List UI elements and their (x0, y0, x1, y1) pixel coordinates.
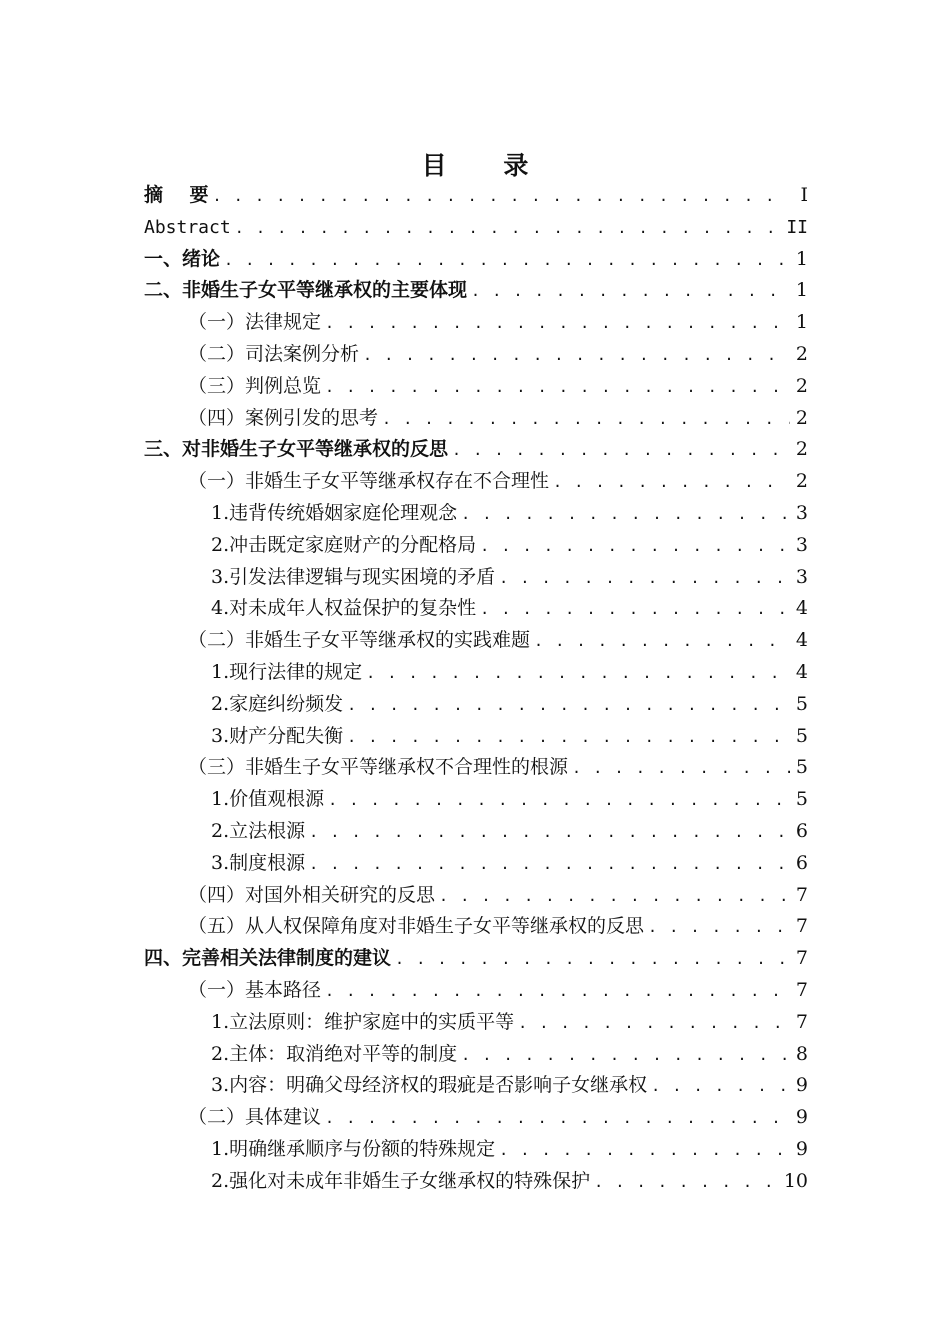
toc-entry-page: I (800, 184, 808, 206)
toc-entry-label: 4.对未成年人权益保护的复杂性 (211, 597, 477, 620)
toc-entry-label: 具体建议 (245, 1106, 322, 1129)
dot-leader (325, 975, 790, 1008)
toc-entry[interactable] (144, 371, 808, 403)
toc-entry-number: （一） (188, 311, 246, 334)
toc-entry-page: II (786, 216, 808, 238)
dot-leader (328, 784, 790, 817)
toc-entry-page: 7 (795, 947, 808, 970)
dot-leader (382, 403, 790, 436)
toc-entry[interactable] (144, 752, 808, 784)
toc-entry-page: 5 (795, 788, 808, 811)
dot-leader (518, 1007, 790, 1040)
toc-entry-label: 2.强化对未成年非婚生子女继承权的特殊保护 (211, 1169, 591, 1192)
toc-entry[interactable] (144, 244, 808, 276)
toc-entry[interactable] (144, 530, 808, 562)
dot-leader (235, 212, 783, 245)
toc-entry-page: 9 (795, 1106, 808, 1129)
toc-entry-label: 对国外相关研究的反思 (245, 883, 436, 906)
dot-leader (439, 880, 790, 913)
toc-entry-page: 1 (795, 279, 808, 302)
toc-entry[interactable] (144, 339, 808, 371)
toc-entry-number: （二） (188, 342, 246, 365)
toc-entry-number: （一） (188, 470, 246, 493)
toc-entry[interactable] (144, 275, 808, 307)
toc-entry[interactable] (144, 562, 808, 594)
dot-leader (366, 657, 790, 690)
dot-leader (325, 371, 790, 404)
toc-entry-label: Abstract (144, 216, 231, 238)
toc-entry-label: 非婚生子女平等继承权不合理性的根源 (245, 756, 569, 779)
toc-title: 目 录 (421, 151, 553, 180)
toc-entry-number: （四） (188, 406, 246, 429)
toc-entry[interactable] (144, 1134, 808, 1166)
dot-leader (363, 339, 790, 372)
toc-entry-page: 3 (795, 565, 808, 588)
dot-leader (594, 1166, 780, 1199)
dot-leader (461, 1039, 790, 1072)
toc-entry[interactable] (144, 816, 808, 848)
dot-leader (471, 275, 790, 308)
toc-entry-label: 1.立法原则：维护家庭中的实质平等 (211, 1010, 515, 1033)
toc-entry-page: 9 (795, 1137, 808, 1160)
toc-entry-label: 3.引发法律逻辑与现实困境的矛盾 (211, 565, 496, 588)
toc-entry[interactable] (144, 975, 808, 1007)
toc-entry[interactable] (144, 721, 808, 753)
toc-entry-label: 1.现行法律的规定 (211, 660, 363, 683)
toc-entry[interactable] (144, 498, 808, 530)
dot-leader (309, 816, 790, 849)
toc-entry-page: 1 (795, 247, 808, 270)
toc-entry-label: 司法案例分析 (245, 342, 360, 365)
toc-entry-label: 2.主体：取消绝对平等的制度 (211, 1042, 458, 1065)
dot-leader (499, 1134, 790, 1167)
toc-entry-label: 2.立法根源 (211, 819, 306, 842)
toc-entry[interactable] (144, 657, 808, 689)
toc-entry-label: 法律规定 (245, 311, 322, 334)
toc-entry-label: 一、绪论 (144, 247, 221, 270)
dot-leader (480, 593, 790, 626)
toc-entry-page: 4 (795, 629, 808, 652)
toc-entry-number: （三） (188, 756, 246, 779)
toc-entry-label: 非婚生子女平等继承权的实践难题 (245, 629, 531, 652)
toc-entry-page: 1 (795, 311, 808, 334)
dot-leader (325, 1102, 790, 1135)
dot-leader (224, 244, 790, 277)
toc-entry[interactable] (144, 307, 808, 339)
toc-entry[interactable] (144, 911, 808, 943)
toc-entry-label: 3.内容：明确父母经济权的瑕疵是否影响子女继承权 (211, 1074, 648, 1097)
toc-entry[interactable] (144, 593, 808, 625)
toc-entry-page: 8 (795, 1042, 808, 1065)
toc-entry[interactable] (144, 1007, 808, 1039)
toc-entry[interactable] (144, 212, 808, 244)
toc-entry[interactable] (144, 1039, 808, 1071)
dot-leader (395, 943, 790, 976)
toc-entry-label: 1.违背传统婚姻家庭伦理观念 (211, 501, 458, 524)
toc-entry-page: 10 (783, 1169, 808, 1192)
toc-entry[interactable] (144, 625, 808, 657)
toc-entry[interactable] (144, 848, 808, 880)
toc-entry[interactable] (144, 689, 808, 721)
dot-leader (309, 848, 790, 881)
toc-entry-page: 2 (795, 342, 808, 365)
toc-entry[interactable] (144, 943, 808, 975)
toc-entry-number: （二） (188, 629, 246, 652)
toc-entry-label: 3.制度根源 (211, 851, 306, 874)
dot-leader (347, 689, 790, 722)
toc-entry-label: 2.家庭纠纷频发 (211, 692, 344, 715)
table-of-contents (144, 180, 808, 1198)
toc-entry-page: 6 (795, 851, 808, 874)
toc-entry-label: 1.明确继承顺序与份额的特殊规定 (211, 1137, 496, 1160)
toc-entry-number: （五） (188, 915, 246, 938)
toc-entry[interactable] (144, 403, 808, 435)
toc-entry-label: 判例总览 (245, 374, 322, 397)
toc-entry-label: 非婚生子女平等继承权存在不合理性 (245, 470, 550, 493)
toc-entry-page: 9 (795, 1074, 808, 1097)
toc-entry[interactable] (144, 1070, 808, 1102)
toc-entry[interactable] (144, 1166, 808, 1198)
toc-entry-page: 7 (795, 978, 808, 1001)
toc-entry-page: 2 (795, 470, 808, 493)
toc-entry-page: 3 (795, 501, 808, 524)
toc-entry-label: 2.冲击既定家庭财产的分配格局 (211, 533, 477, 556)
dot-leader (461, 498, 790, 531)
toc-entry-label: 二、非婚生子女平等继承权的主要体现 (144, 279, 468, 302)
dot-leader (480, 530, 790, 563)
dot-leader (212, 180, 790, 213)
toc-entry-page: 4 (795, 660, 808, 683)
toc-entry-label: 基本路径 (245, 978, 322, 1001)
toc-entry-page: 7 (795, 1010, 808, 1033)
toc-entry-page: 2 (795, 374, 808, 397)
toc-entry-page: 4 (795, 597, 808, 620)
toc-entry-page: 7 (795, 915, 808, 938)
dot-leader (325, 307, 790, 340)
toc-entry[interactable] (144, 434, 808, 466)
dot-leader (534, 625, 790, 658)
toc-entry-page: 2 (795, 406, 808, 429)
dot-leader (572, 752, 790, 785)
toc-entry-page: 5 (795, 724, 808, 747)
toc-entry-label: 三、对非婚生子女平等继承权的反思 (144, 438, 449, 461)
dot-leader (347, 721, 790, 754)
toc-entry-page: 2 (795, 438, 808, 461)
toc-entry-label: 摘 要 (144, 184, 209, 206)
toc-entry-page: 6 (795, 819, 808, 842)
toc-entry-page: 5 (795, 756, 808, 779)
toc-entry-label: 四、完善相关法律制度的建议 (144, 947, 392, 970)
toc-entry-page: 5 (795, 692, 808, 715)
toc-entry-label: 从人权保障角度对非婚生子女平等继承权的反思 (245, 915, 645, 938)
toc-entry[interactable] (144, 466, 808, 498)
toc-entry-number: （一） (188, 978, 246, 1001)
toc-entry[interactable] (144, 784, 808, 816)
toc-entry[interactable] (144, 180, 808, 212)
dot-leader (553, 466, 790, 499)
toc-entry-label: 1.价值观根源 (211, 788, 325, 811)
dot-leader (648, 911, 790, 944)
dot-leader (651, 1070, 790, 1103)
toc-entry-number: （三） (188, 374, 246, 397)
dot-leader (452, 434, 790, 467)
toc-entry-number: （四） (188, 883, 246, 906)
dot-leader (499, 562, 790, 595)
toc-entry[interactable] (144, 1102, 808, 1134)
toc-entry-label: 案例引发的思考 (245, 406, 379, 429)
toc-entry[interactable] (144, 880, 808, 912)
toc-entry-number: （二） (188, 1106, 246, 1129)
toc-entry-label: 3.财产分配失衡 (211, 724, 344, 747)
toc-entry-page: 3 (795, 533, 808, 556)
toc-entry-page: 7 (795, 883, 808, 906)
